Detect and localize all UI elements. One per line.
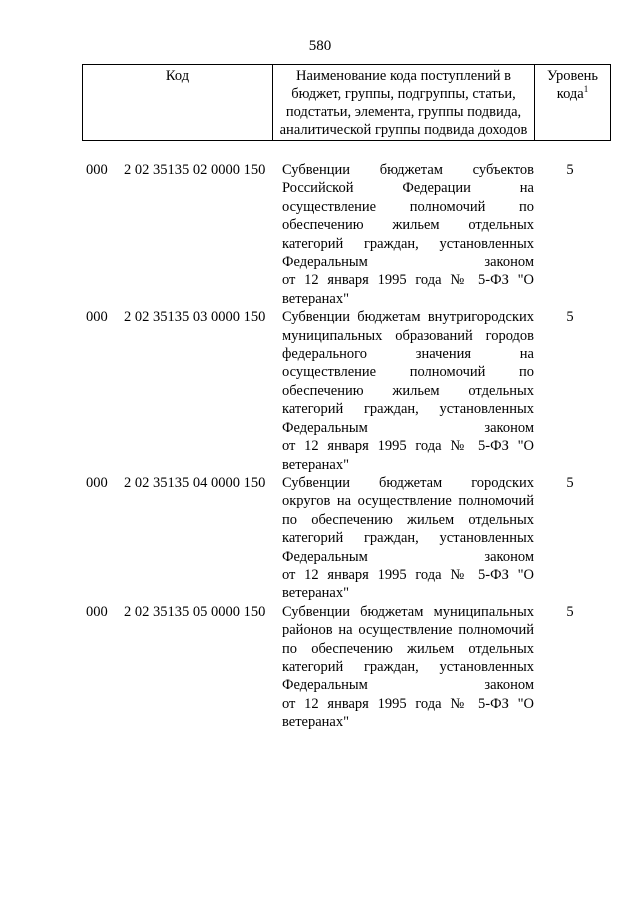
table-row	[86, 474, 610, 603]
page-number: 580	[308, 38, 332, 54]
header-level	[535, 65, 611, 141]
code-level: 5	[566, 162, 574, 178]
revenue-name-line: обеспечению жильем отдельных	[282, 382, 534, 399]
revenue-name	[282, 161, 534, 308]
revenue-name-line: Субвенции бюджетам субъектов	[282, 162, 534, 178]
revenue-name-line: Субвенции бюджетам городских	[282, 474, 534, 491]
revenue-name-line: осуществление полномочий по	[282, 198, 534, 215]
revenue-code: 2 02 35135 05 0000 150	[124, 603, 266, 620]
revenue-name-line: категорий граждан, установленных	[282, 530, 534, 547]
table-body	[86, 161, 610, 732]
table-row	[86, 308, 610, 474]
revenue-name-line: районов на осуществление полномочий	[282, 622, 534, 639]
revenue-name-line: федерального значения на	[282, 346, 534, 363]
admin-code: 000	[86, 309, 108, 326]
revenue-name-line: муниципальных образований городов	[282, 327, 534, 344]
revenue-name-line: ветеранах"	[282, 585, 350, 602]
revenue-name-line: Федеральным законом	[282, 548, 534, 565]
revenue-name-line: от 12 января 1995 года № 5-ФЗ "О	[282, 695, 534, 712]
revenue-name-line: обеспечению жильем отдельных	[282, 217, 534, 234]
revenue-name	[282, 474, 534, 603]
revenue-name-line: Российской Федерации на	[282, 180, 534, 197]
header-name: Наименование кода поступлений в бюджет, группы, подгруппы, статьи, подстатьи, элемента, группы подвида, аналитической группы подвида доходов	[273, 65, 535, 141]
table-row	[86, 161, 610, 308]
revenue-code: 2 02 35135 03 0000 150	[124, 309, 266, 326]
revenue-code: 2 02 35135 02 0000 150	[124, 162, 266, 178]
revenue-name-line: ветеранах"	[282, 456, 350, 473]
table-header	[82, 64, 611, 141]
revenue-name-line: ветеранах"	[282, 290, 350, 307]
revenue-name-line: по обеспечению жильем отдельных	[282, 640, 534, 657]
revenue-name	[282, 603, 534, 732]
revenue-name-line: ветеранах"	[282, 714, 350, 731]
revenue-name-line: от 12 января 1995 года № 5-ФЗ "О	[282, 566, 534, 583]
revenue-name-line: Субвенции бюджетам внутригородских	[282, 309, 534, 326]
revenue-name-line: осуществление полномочий по	[282, 364, 534, 381]
revenue-code: 2 02 35135 04 0000 150	[124, 474, 266, 491]
code-level: 5	[566, 309, 574, 326]
revenue-name-line: Федеральным законом	[282, 419, 534, 436]
code-level: 5	[566, 603, 574, 620]
revenue-name-line: категорий граждан, установленных	[282, 235, 534, 252]
revenue-name-line: от 12 января 1995 года № 5-ФЗ "О	[282, 272, 534, 289]
admin-code: 000	[86, 474, 108, 491]
revenue-name-line: категорий граждан, установленных	[282, 401, 534, 418]
revenue-name-line: от 12 января 1995 года № 5-ФЗ "О	[282, 438, 534, 455]
admin-code: 000	[86, 162, 108, 178]
revenue-name-line: по обеспечению жильем отдельных	[282, 511, 534, 528]
admin-code: 000	[86, 603, 108, 620]
revenue-name-line: Субвенции бюджетам муниципальных	[282, 603, 534, 620]
header-level-footnote: 1	[583, 84, 589, 95]
code-level: 5	[566, 474, 574, 491]
table-row	[86, 603, 610, 732]
revenue-name-line: Федеральным законом	[282, 254, 534, 271]
revenue-name-line: округов на осуществление полномочий	[282, 493, 534, 510]
revenue-name	[282, 308, 534, 474]
header-code: Код	[83, 65, 273, 141]
revenue-name-line: категорий граждан, установленных	[282, 658, 534, 675]
header-level-label: Уровень кода	[546, 68, 599, 102]
revenue-name-line: Федеральным законом	[282, 677, 534, 694]
